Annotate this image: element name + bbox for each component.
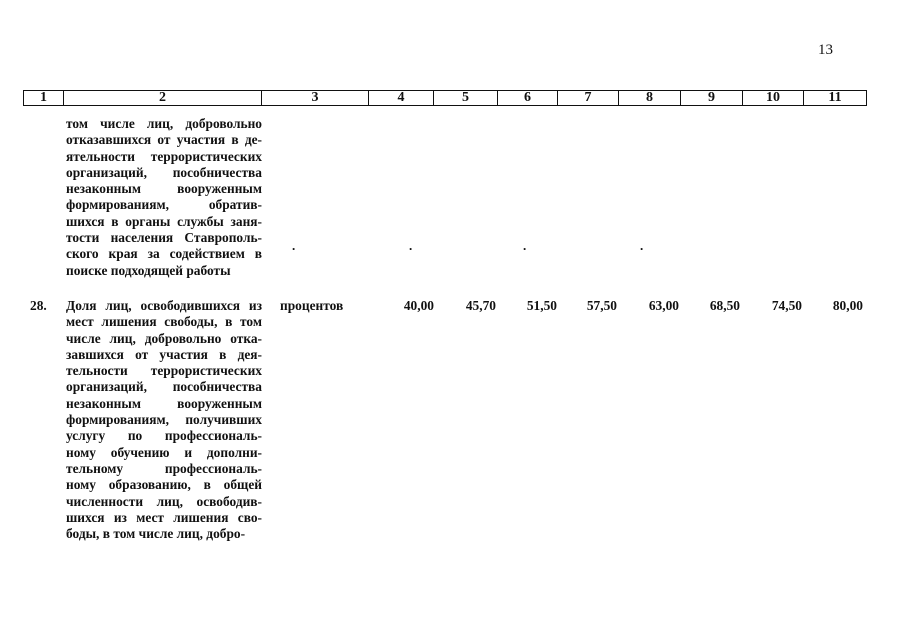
text-line: тельности террористических	[66, 363, 262, 379]
text-line: численности лиц, освободив-	[66, 493, 262, 509]
dot-mark: .	[409, 238, 413, 253]
text-line: том числе лиц, добровольно	[66, 116, 262, 131]
value-col-6: 51,50	[526, 298, 557, 313]
value-col-11: 80,00	[832, 298, 863, 313]
text-line: ского края за содействием в	[66, 246, 262, 262]
text-line: боды, в том числе лиц, добро-	[66, 526, 246, 542]
text-line: тельному профессиональ-	[66, 460, 262, 476]
text-line: числе лиц, добровольно отка-	[66, 330, 262, 346]
header-col-10: 10	[743, 91, 804, 106]
value-col-4: 40,00	[403, 298, 434, 313]
dot-mark: .	[292, 238, 296, 253]
text-line: ятельности террористических	[66, 148, 262, 164]
text-line: незаконным вооруженным	[66, 395, 262, 411]
text-line: тости населения Ставрополь-	[66, 230, 262, 246]
value-col-10: 74,50	[771, 298, 802, 313]
header-col-2: 2	[64, 91, 262, 106]
value-col-8: 63,00	[648, 298, 679, 313]
dot-mark: .	[640, 238, 644, 253]
value-col-9: 68,50	[709, 298, 740, 313]
value-col-7: 57,50	[586, 298, 617, 313]
text-line: организаций, пособничества	[66, 379, 262, 395]
header-col-9: 9	[681, 91, 743, 106]
text-line: Доля лиц, освободившихся из	[66, 298, 262, 313]
text-line: услугу по профессиональ-	[66, 428, 262, 444]
dot-mark: .	[523, 238, 527, 253]
header-col-8: 8	[619, 91, 681, 106]
text-line: организаций, пособничества	[66, 164, 262, 180]
text-line: незаконным вооруженным	[66, 181, 262, 197]
row-number: 28.	[30, 298, 47, 313]
header-col-3: 3	[262, 91, 369, 106]
header-col-1: 1	[24, 91, 64, 106]
header-col-7: 7	[558, 91, 619, 106]
text-line: отказавшихся от участия в де-	[66, 132, 262, 148]
text-line: ному образованию, в общей	[66, 477, 262, 493]
header-col-5: 5	[434, 91, 498, 106]
header-col-11: 11	[804, 91, 867, 106]
unit-label: процентов	[280, 298, 344, 313]
text-line: ному обучению и дополни-	[66, 444, 262, 460]
text-line: завшихся от участия в дея-	[66, 346, 262, 362]
text-line: шихся в органы службы заня-	[66, 213, 262, 229]
page-number: 13	[818, 42, 833, 58]
header-col-6: 6	[498, 91, 558, 106]
text-line: формированиям, обратив-	[66, 197, 262, 213]
value-col-5: 45,70	[465, 298, 496, 313]
row-description	[66, 298, 262, 542]
header-col-4: 4	[369, 91, 434, 106]
text-line: формированиям, получивших	[66, 412, 262, 428]
text-line: мест лишения свободы, в том	[66, 314, 262, 330]
text-line: шихся из мест лишения сво-	[66, 509, 262, 525]
continuation-text	[66, 116, 262, 279]
text-line: поиске подходящей работы	[66, 262, 231, 278]
table-header	[23, 90, 867, 106]
